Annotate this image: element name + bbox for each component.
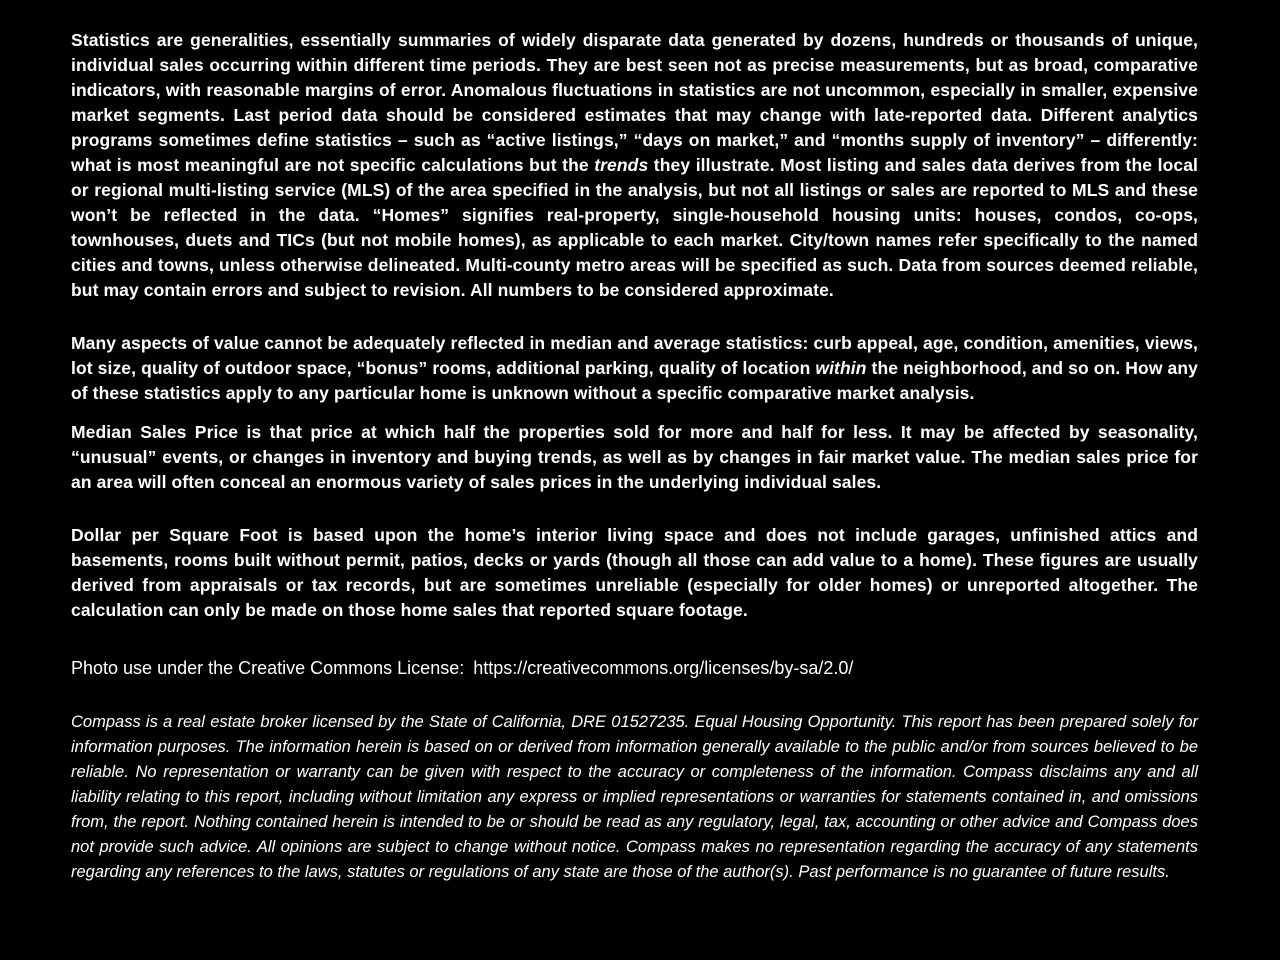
dollar-per-square-foot-paragraph: Dollar per Square Foot is based upon the home’s interior living space and does not include garages, unfinished attics and basements, rooms built without permit, patios, decks or yards (though all those can add value to a home). These figures are usually derived from appraisals or tax records, but are sometimes unreliable (especially for older homes) or unreported altogether. The calculation can only be made on those home sales that reported square footage. — [71, 525, 1198, 620]
photo-license-line — [71, 656, 1198, 680]
value-statistics-paragraph: Many aspects of value cannot be adequately reflected in median and average statistics: curb appeal, age, condition, amenities, views, lot size, quality of outdoor space, “bonus” rooms, additional parking, quality of location within the neighborhood, and so on. How any of these statistics apply to any particular home is unknown without a specific comparative market analysis. — [71, 333, 1198, 403]
median-sales-price-paragraph: Median Sales Price is that price at which half the properties sold for more and half for less. It may be affected by seasonality, “unusual” events, or changes in inventory and buying trends, as well as by changes in fair market value. The median sales price for an area will often conceal an enormous variety of sales prices in the underlying individual sales. — [71, 422, 1198, 492]
statistics-overview-paragraph: Statistics are generalities, essentially summaries of widely disparate data generated by dozens, hundreds or thousands of unique, individual sales occurring within different time periods. They are best seen not as precise measurements, but as broad, comparative indicators, with reasonable margins of error. Anomalous fluctuations in statistics are not uncommon, especially in smaller, expensive market segments. Last period data should be considered estimates that may change with late-reported data. Different analytics programs sometimes define statistics – such as “active listings,” “days on market,” and “months supply of inventory” – differently: what is most meaningful are not specific calculations but the trends they illustrate. Most listing and sales data derives from the local or regional multi-listing service (MLS) of the area specified in the analysis, but not all listings or sales are reported to MLS and these won’t be reflected in the data. “Homes” signifies real-property, single-household housing units: houses, condos, co-ops, townhouses, duets and TICs (but not mobile homes), as applicable to each market. City/town names refer specifically to the named cities and towns, unless otherwise delineated. Multi-county metro areas will be specified as such. Data from sources deemed reliable, but may contain errors and subject to revision. All numbers to be considered approximate. — [71, 30, 1198, 300]
creative-commons-link[interactable]: https://creativecommons.org/licenses/by-sa/2.0/ — [473, 658, 854, 678]
compass-legal-disclaimer: Compass is a real estate broker licensed by the State of California, DRE 01527235. Equal Housing Opportunity. This report has been prepared solely for information purposes. The information herein is based on or derived from information generally available to the public and/or from sources believed to be reliable. No representation or warranty can be given with respect to the accuracy or completeness of the information. Compass disclaims any and all liability relating to this report, including without limitation any express or implied representations or warranties for statements contained in, and omissions from, the report. Nothing contained herein is intended to be or should be read as any regulatory, legal, tax, accounting or other advice and Compass does not provide such advice. All opinions are subject to change without notice. Compass makes no representation regarding the accuracy of any statements regarding any references to the laws, statutes or regulations of any state are those of the author(s). Past performance is no guarantee of future results. — [71, 713, 1198, 881]
photo-license-label: Photo use under the Creative Commons License: — [71, 658, 465, 678]
